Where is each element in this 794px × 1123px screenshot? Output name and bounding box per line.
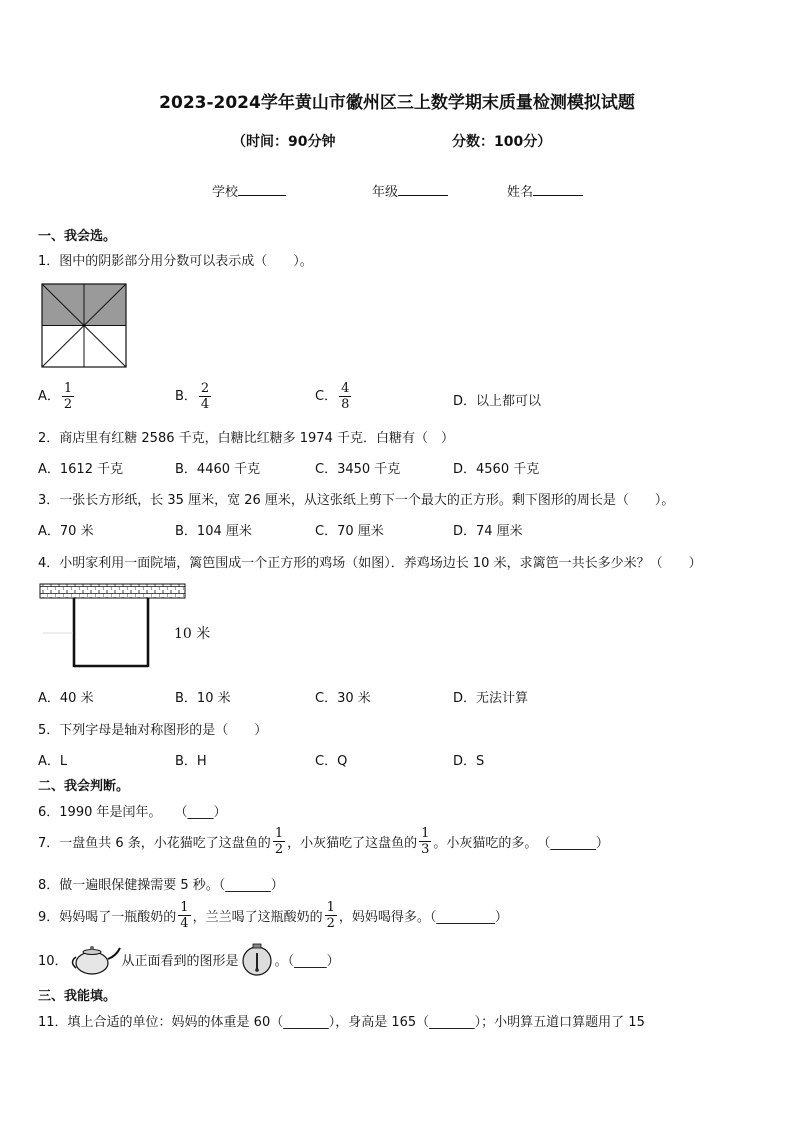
teapot-icon: [68, 942, 122, 976]
q3-text: 3．一张长方形纸，长 35 厘米，宽 26 厘米，从这张纸上剪下一个最大的正方形。剩下图形的周长是（ ）。: [38, 493, 675, 508]
q1-text: 1．图中的阴影部分用分数可以表示成（ ）。: [38, 254, 313, 269]
q5-text: 5．下列字母是轴对称图形的是（ ）: [38, 723, 268, 738]
q1-shaded-square-figure: [41, 283, 127, 368]
fraction-4-8: $\frac{4}{8}$: [341, 381, 350, 412]
q2-option-b[interactable]: B．4460 千克: [175, 462, 261, 477]
name-field[interactable]: [507, 181, 583, 200]
fraction-1-2: $\frac{1}{2}$: [63, 381, 73, 412]
q3-option-c[interactable]: C．70 厘米: [315, 524, 384, 539]
q4-chicken-yard-figure: [39, 583, 189, 673]
fraction-1-2: $\frac{1}{2}$: [274, 826, 284, 857]
q9-text[interactable]: 9．妈妈喝了一瓶酸奶的 $\frac{1}{4}$ ，兰兰喝了这瓶酸奶的 $\frac{1}{2}$ ，妈妈喝得多。（_________）: [38, 900, 508, 931]
q10-text[interactable]: 10． 从正面看到的图形是 。（_____）: [38, 941, 340, 977]
fraction-2-4: $\frac{2}{4}$: [200, 381, 210, 412]
q3-option-d[interactable]: D．74 厘米: [453, 524, 523, 539]
q2-option-c[interactable]: C．3450 千克: [315, 462, 401, 477]
q11-text[interactable]: 11．填上合适的单位：妈妈的体重是 60（_______），身高是 165（_______）；小明算五道口算题用了 15: [38, 1015, 645, 1030]
name-blank[interactable]: [533, 182, 583, 196]
school-label: 学校: [212, 185, 239, 200]
q5-option-a[interactable]: A．L: [38, 754, 68, 769]
school-blank[interactable]: [238, 182, 286, 196]
q4-text: 4．小明家利用一面院墙，篱笆围成一个正方形的鸡场（如图）．养鸡场边长 10 米，求篱笆一共长多少米？（ ）: [38, 556, 702, 571]
q4-option-b[interactable]: B．10 米: [175, 691, 231, 706]
fraction-1-4: $\frac{1}{4}$: [180, 900, 189, 931]
fraction-1-3: $\frac{1}{3}$: [421, 826, 430, 857]
section3-heading: 三、我能填。: [38, 989, 117, 1004]
q3-option-a[interactable]: A．70 米: [38, 524, 94, 539]
exam-title: 2023-2024学年黄山市徽州区三上数学期末质量检测模拟试题: [159, 93, 635, 113]
score-label: 分数：100分）: [452, 134, 552, 150]
q4-option-a[interactable]: A．40 米: [38, 691, 94, 706]
q4-option-c[interactable]: C．30 米: [315, 691, 371, 706]
q2-option-d[interactable]: D．4560 千克: [453, 462, 540, 477]
q8-text[interactable]: 8．做一遍眼保健操需要 5 秒。（_______）: [38, 878, 284, 893]
q4-option-d[interactable]: D．无法计算: [453, 691, 529, 706]
q5-option-d[interactable]: D．S: [453, 754, 485, 769]
q5-option-c[interactable]: C．Q: [315, 754, 348, 769]
section1-heading: 一、我会选。: [38, 229, 117, 244]
q5-option-b[interactable]: B．H: [175, 754, 207, 769]
q7-text[interactable]: 7．一盘鱼共 6 条，小花猫吃了这盘鱼的 $\frac{1}{2}$ ，小灰猫吃了这盘鱼的 $\frac{1}{3}$ 。小灰猫吃的多。 （_______）: [38, 826, 609, 857]
wall-icon: [40, 584, 185, 598]
school-field[interactable]: [212, 181, 286, 200]
grade-blank[interactable]: [398, 182, 448, 196]
q4-side-length-label: 10 米: [174, 626, 211, 642]
q3-option-b[interactable]: B．104 厘米: [175, 524, 252, 539]
q1-option-c[interactable]: C． $\frac{4}{8}$: [315, 381, 350, 412]
q1-option-d[interactable]: D．以上都可以: [453, 394, 542, 409]
teapot-front-view-icon: [239, 941, 275, 977]
q6-text[interactable]: 6．1990 年是闰年。 （____）: [38, 805, 227, 820]
fraction-1-2: $\frac{1}{2}$: [326, 900, 335, 931]
q2-text: 2．商店里有红糖 2586 千克，白糖比红糖多 1974 千克．白糖有（ ）: [38, 431, 454, 446]
section2-heading: 二、我会判断。: [38, 779, 130, 794]
grade-field[interactable]: [372, 181, 448, 200]
time-label: （时间：90分钟: [232, 134, 336, 150]
q2-option-a[interactable]: A．1612 千克: [38, 462, 124, 477]
grade-label: 年级: [372, 185, 399, 200]
name-label: 姓名: [507, 185, 534, 200]
q1-option-a[interactable]: A． $\frac{1}{2}$: [38, 381, 73, 412]
q1-option-b[interactable]: B． $\frac{2}{4}$: [175, 381, 210, 412]
